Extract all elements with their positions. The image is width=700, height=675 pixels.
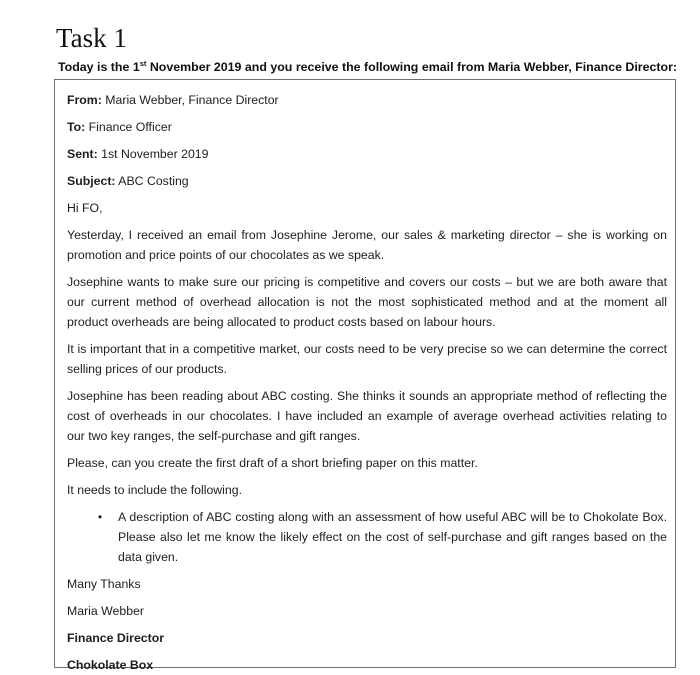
bullet-line: A description of ABC costing along with an assessment of how useful ABC will be to Chokolate Box. xyxy=(118,510,667,524)
email-closing: Many Thanks xyxy=(67,577,141,591)
bullet-icon: • xyxy=(97,510,103,524)
to-label: To: xyxy=(67,120,86,134)
paragraph-line: our current method of overhead allocation is not the most sophisticated method and at the moment all xyxy=(67,295,667,309)
email-request: Please, can you create the first draft of a short briefing paper on this matter. xyxy=(67,456,478,470)
email-box xyxy=(54,79,676,672)
bullet-line: Please also let me know the likely effect on the cost of self-purchase and gift ranges based on the xyxy=(118,530,667,544)
email-from xyxy=(67,90,667,110)
email-paragraph-3 xyxy=(67,339,667,379)
from-value: Maria Webber, Finance Director xyxy=(101,93,279,107)
signature-name: Maria Webber xyxy=(67,604,144,618)
email-body xyxy=(67,90,667,675)
paragraph-line: Josephine wants to make sure our pricing is competitive and covers our costs – but we are both aware that xyxy=(67,275,667,289)
email-paragraph-1 xyxy=(67,225,667,265)
email-paragraph-4 xyxy=(67,386,667,446)
email-greeting: Hi FO, xyxy=(67,201,103,215)
email-needs: It needs to include the following. xyxy=(67,483,243,497)
email-paragraph-2 xyxy=(67,272,667,332)
paragraph-line: cost of overheads in our chocolates. I have included an example of average overhead activities relating to xyxy=(67,409,667,423)
from-label: From: xyxy=(67,93,102,107)
intro-prefix: Today is the 1 xyxy=(58,60,140,74)
subject-label: Subject: xyxy=(67,174,116,188)
bullet-line: data given. xyxy=(118,550,179,564)
task-intro xyxy=(58,59,677,75)
signature-company: Chokolate Box xyxy=(67,658,154,672)
sent-label: Sent: xyxy=(67,147,98,161)
paragraph-line: It is important that in a competitive market, our costs need to be very precise so we can determine the correct xyxy=(67,342,667,356)
email-bullet-item xyxy=(67,507,667,567)
paragraph-line: Josephine has been reading about ABC costing. She thinks it sounds an appropriate method of reflecting the xyxy=(67,389,667,403)
paragraph-line: Yesterday, I received an email from Josephine Jerome, our sales & marketing director – she is working on xyxy=(67,228,667,242)
subject-value: ABC Costing xyxy=(115,174,189,188)
paragraph-line: selling prices of our products. xyxy=(67,362,227,376)
paragraph-line: promotion and price points of our chocolates as we speak. xyxy=(67,248,385,262)
signature-title: Finance Director xyxy=(67,631,165,645)
paragraph-line: product overheads are being allocated to product costs based on labour hours. xyxy=(67,315,496,329)
paragraph-line: our two key ranges, the self-purchase and gift ranges. xyxy=(67,429,361,443)
to-value: Finance Officer xyxy=(85,120,172,134)
intro-superscript: st xyxy=(139,58,147,68)
bullet-text xyxy=(118,507,667,567)
task-title: Task 1 xyxy=(56,23,127,53)
sent-value: 1st November 2019 xyxy=(97,147,209,161)
email-subject xyxy=(67,171,667,191)
email-sent xyxy=(67,144,667,164)
email-to xyxy=(67,117,667,137)
intro-suffix: November 2019 and you receive the following email from Maria Webber, Finance Director: xyxy=(146,60,678,74)
